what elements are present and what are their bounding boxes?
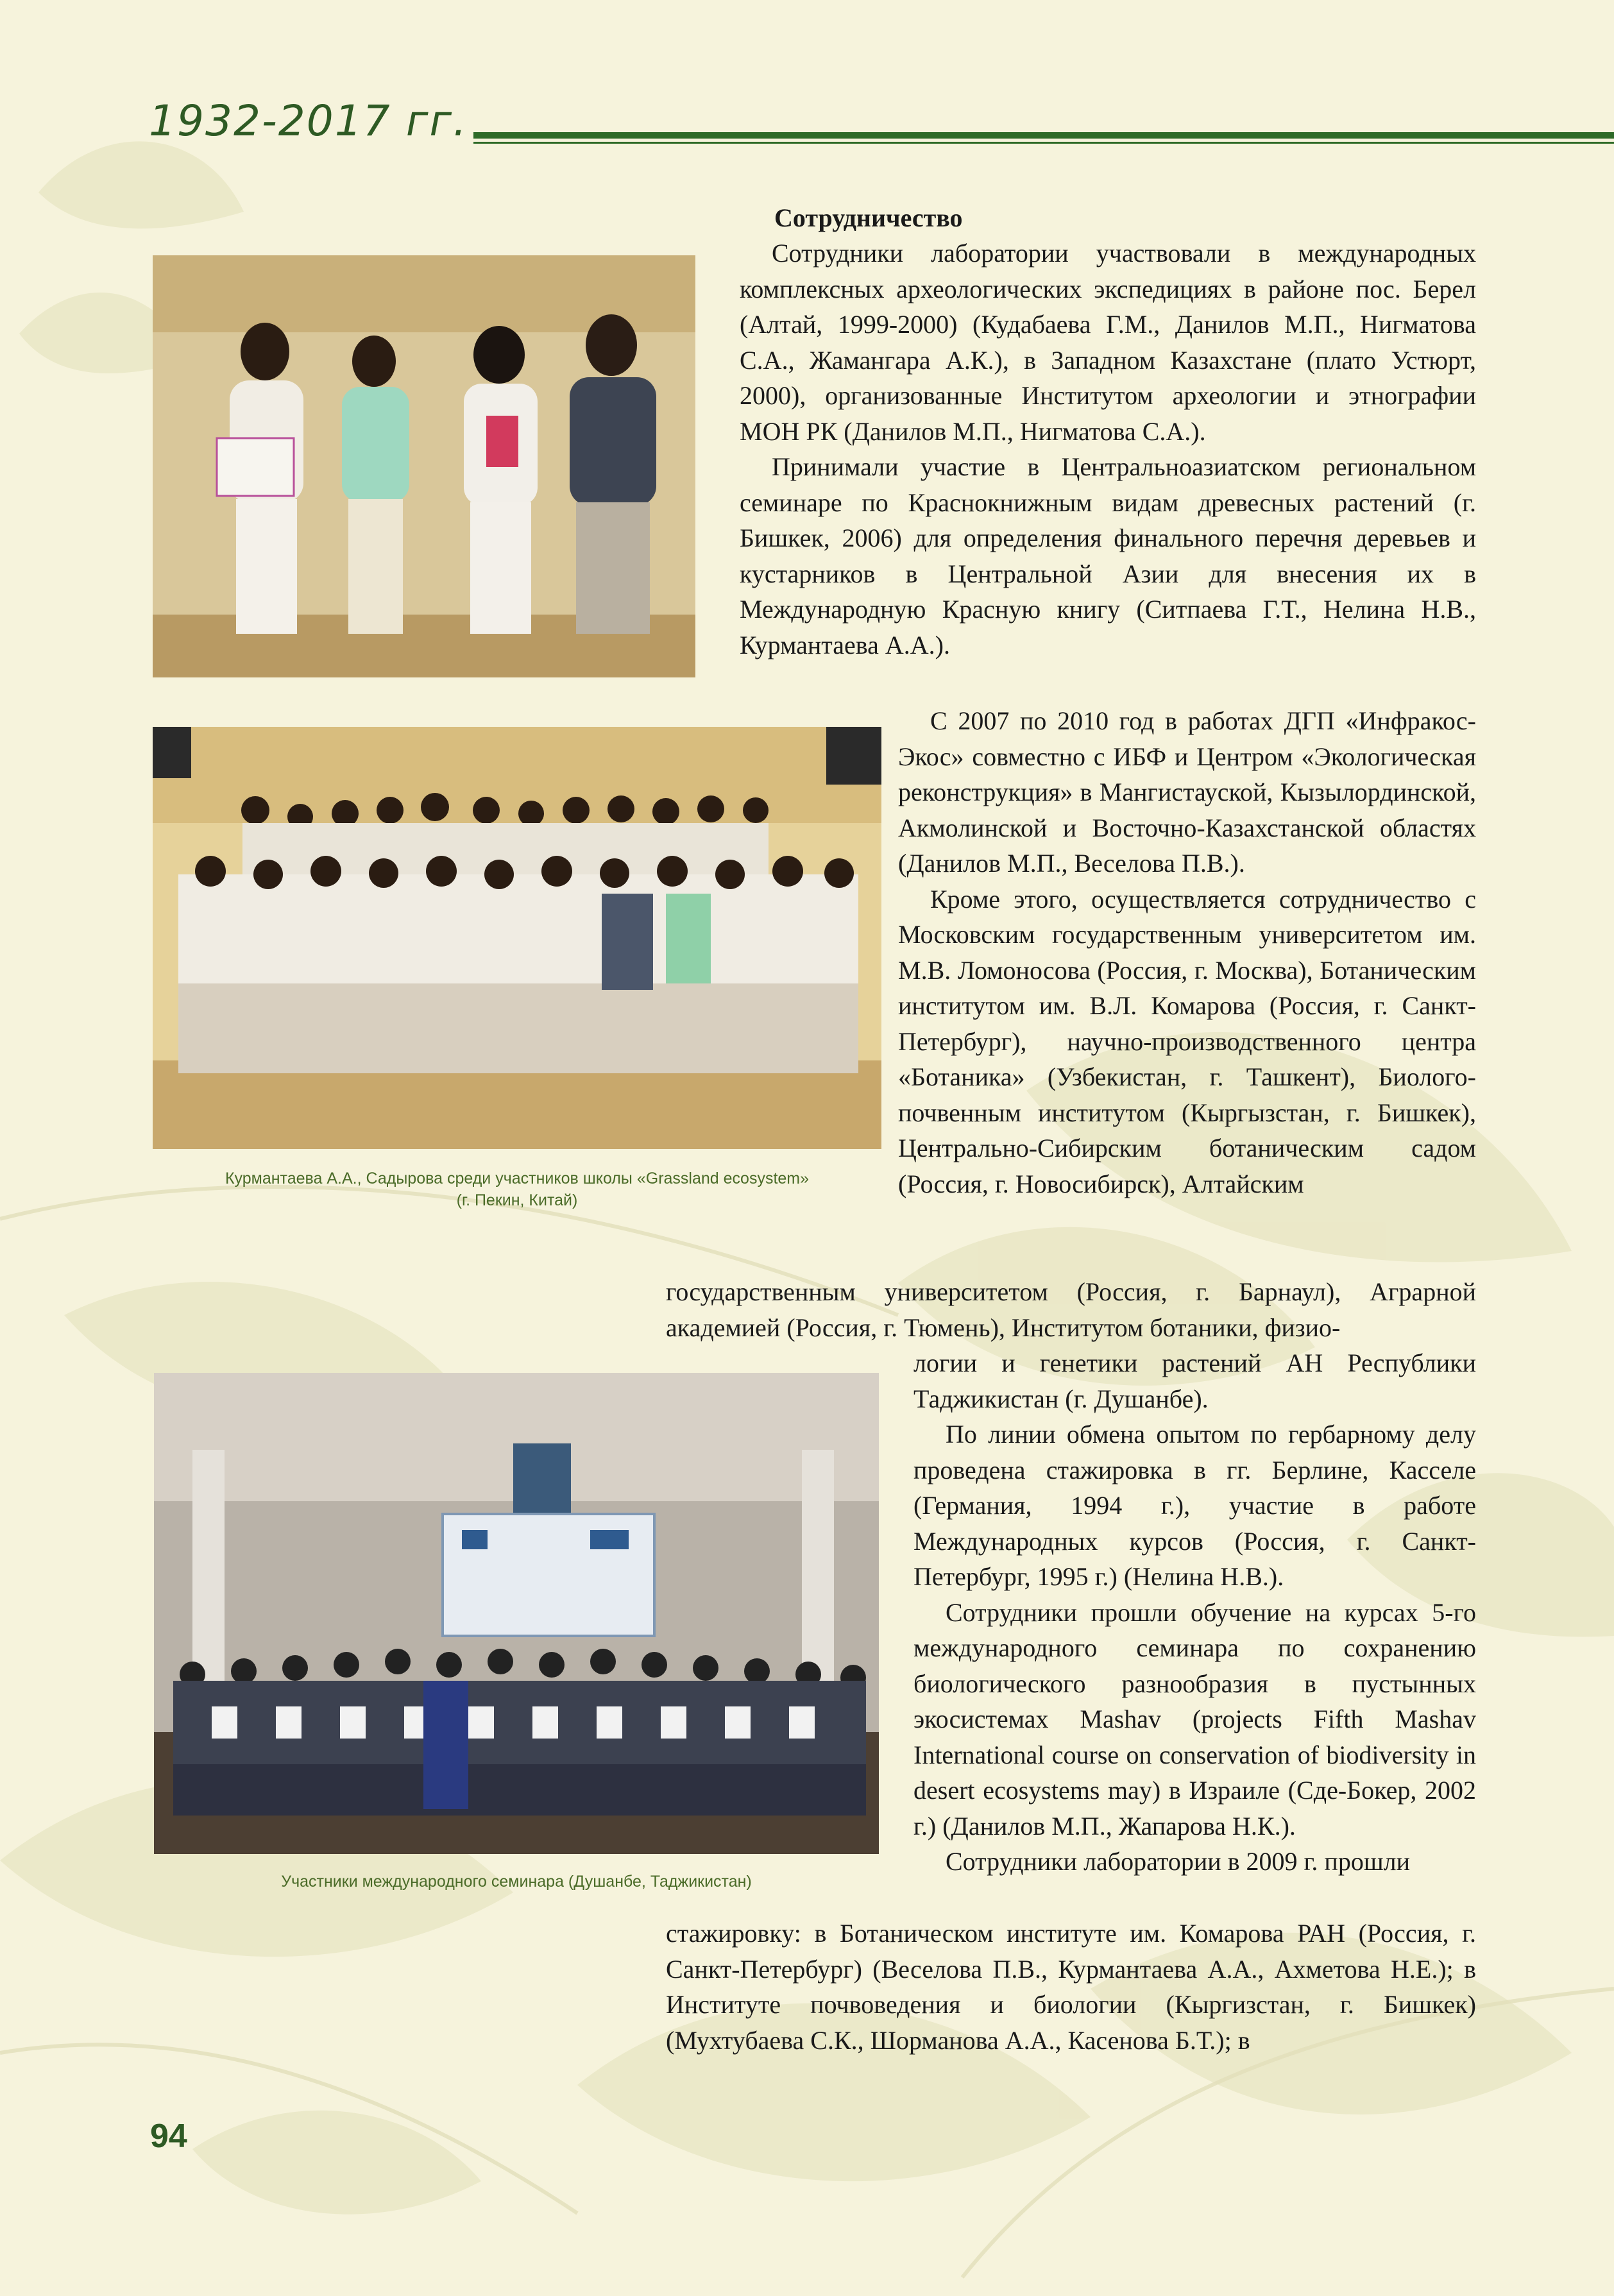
photo-group-beijing xyxy=(153,727,881,1149)
header-rule-thin xyxy=(473,142,1614,144)
caption-dushanbe: Участники международного семинара (Душанбе, Таджикистан) xyxy=(281,1873,752,1891)
header-years: 1932-2017 гг. xyxy=(149,96,468,146)
paragraph-1: Сотрудники лаборатории участвовали в международных комплексных археологических экспедициях в районе пос. Берел (Алтай, 1999-2000) (Кудабаева Г.М., Данилов М.П., Нигматова С.А., Жамангара А.К.), в Западном Казахстане (плато Устюрт, 2000), организованные Институтом археологии и этнографии МОН РК (Данилов М.П., Нигматова С.А.). xyxy=(740,239,1476,446)
paragraph-7b: стажировку: в Ботаническом институте им. Комарова РАН (Россия, г. Санкт-Петербург) (Веселова П.В., Курмантаева А.А., Ахметова Н.Е.); в Институте почвоведения и биологии (Кыргизстан, г. Бишкек) (Мухтубаева С.К., Шорманова А.А., Касенова Б.Т.); в xyxy=(666,1919,1476,2055)
paragraph-2: Принимали участие в Центральноазиатском региональном семинаре по Краснокнижным видам древесных растений (г. Бишкек, 2006) для определения финального перечня деревьев и кустарников в Центральной Азии для внесения их в Международную Красную книгу (Ситпаева Г.Т., Нелина Н.В., Курмантаева А.А.). xyxy=(740,452,1476,659)
text-full-width-2 xyxy=(666,1916,1476,2058)
text-column-middle xyxy=(898,703,1476,1202)
paragraph-5: По линии обмена опытом по гербарному делу проведена стажировка в гг. Берлине, Касселе (Германия, 1994 г.), участие в работе Международных курсов (Россия, г. Санкт-Петербург, 1995 г.) (Нелина Н.В.). xyxy=(913,1420,1476,1591)
header-rule xyxy=(473,132,1614,145)
caption-beijing xyxy=(153,1168,881,1211)
caption-beijing-line1: Курмантаева А.А., Садырова среди участников школы «Grassland ecosystem» xyxy=(225,1169,810,1187)
paragraph-6: Сотрудники прошли обучение на курсах 5-го международного семинара по сохранению биологического разнообразия в пустынных экосистемах Mashav (projects Fifth Mashav International course on conservation of biodiversity in desert ecosystems may) в Израиле (Сде-Бокер, 2002 г.) (Данилов М.П., Жапарова Н.К.). xyxy=(913,1597,1476,1841)
photo-certificates xyxy=(153,255,695,677)
paragraph-4b: государственным университетом (Россия, г. Барнаул), Аграрной академией (Россия, г. Тюмень), Институтом ботаники, физио- xyxy=(666,1277,1476,1342)
paragraph-4a: Кроме этого, осуществляется сотрудничество с Московским государственным университетом им. М.В. Ломоносова (Россия, г. Москва), Ботаническим институтом им. В.Л. Комарова (Россия, г. Санкт-Петербург), научно-производственного центра «Ботаника» (Узбекистан, г. Ташкент), Биолого-почвенным институтом (Кыргызстан, г. Бишкек), Центрально-Сибирским ботаническим садом (Россия, г. Новосибирск), Алтайским xyxy=(898,884,1476,1198)
paragraph-4c: логии и генетики растений АН Республики Таджикистан (г. Душанбе). xyxy=(913,1348,1476,1413)
page-number: 94 xyxy=(150,2118,187,2155)
text-column-lower xyxy=(913,1345,1476,1880)
paragraph-7a: Сотрудники лаборатории в 2009 г. прошли xyxy=(946,1847,1410,1876)
section-heading: Сотрудничество xyxy=(774,203,963,232)
text-column-top xyxy=(740,200,1476,663)
text-full-width-1 xyxy=(666,1274,1476,1345)
caption-beijing-line2: (г. Пекин, Китай) xyxy=(456,1191,578,1209)
paragraph-3: С 2007 по 2010 год в работах ДГП «Инфракос-Экос» совместно с ИБФ и Центром «Экологическая реконструкция» в Мангистауской, Кызылординской, Акмолинской и Восточно-Казахстанской областях (Данилов М.П., Веселова П.В.). xyxy=(898,706,1476,878)
header-rule-thick xyxy=(473,132,1614,139)
photo-seminar-dushanbe xyxy=(154,1373,879,1854)
